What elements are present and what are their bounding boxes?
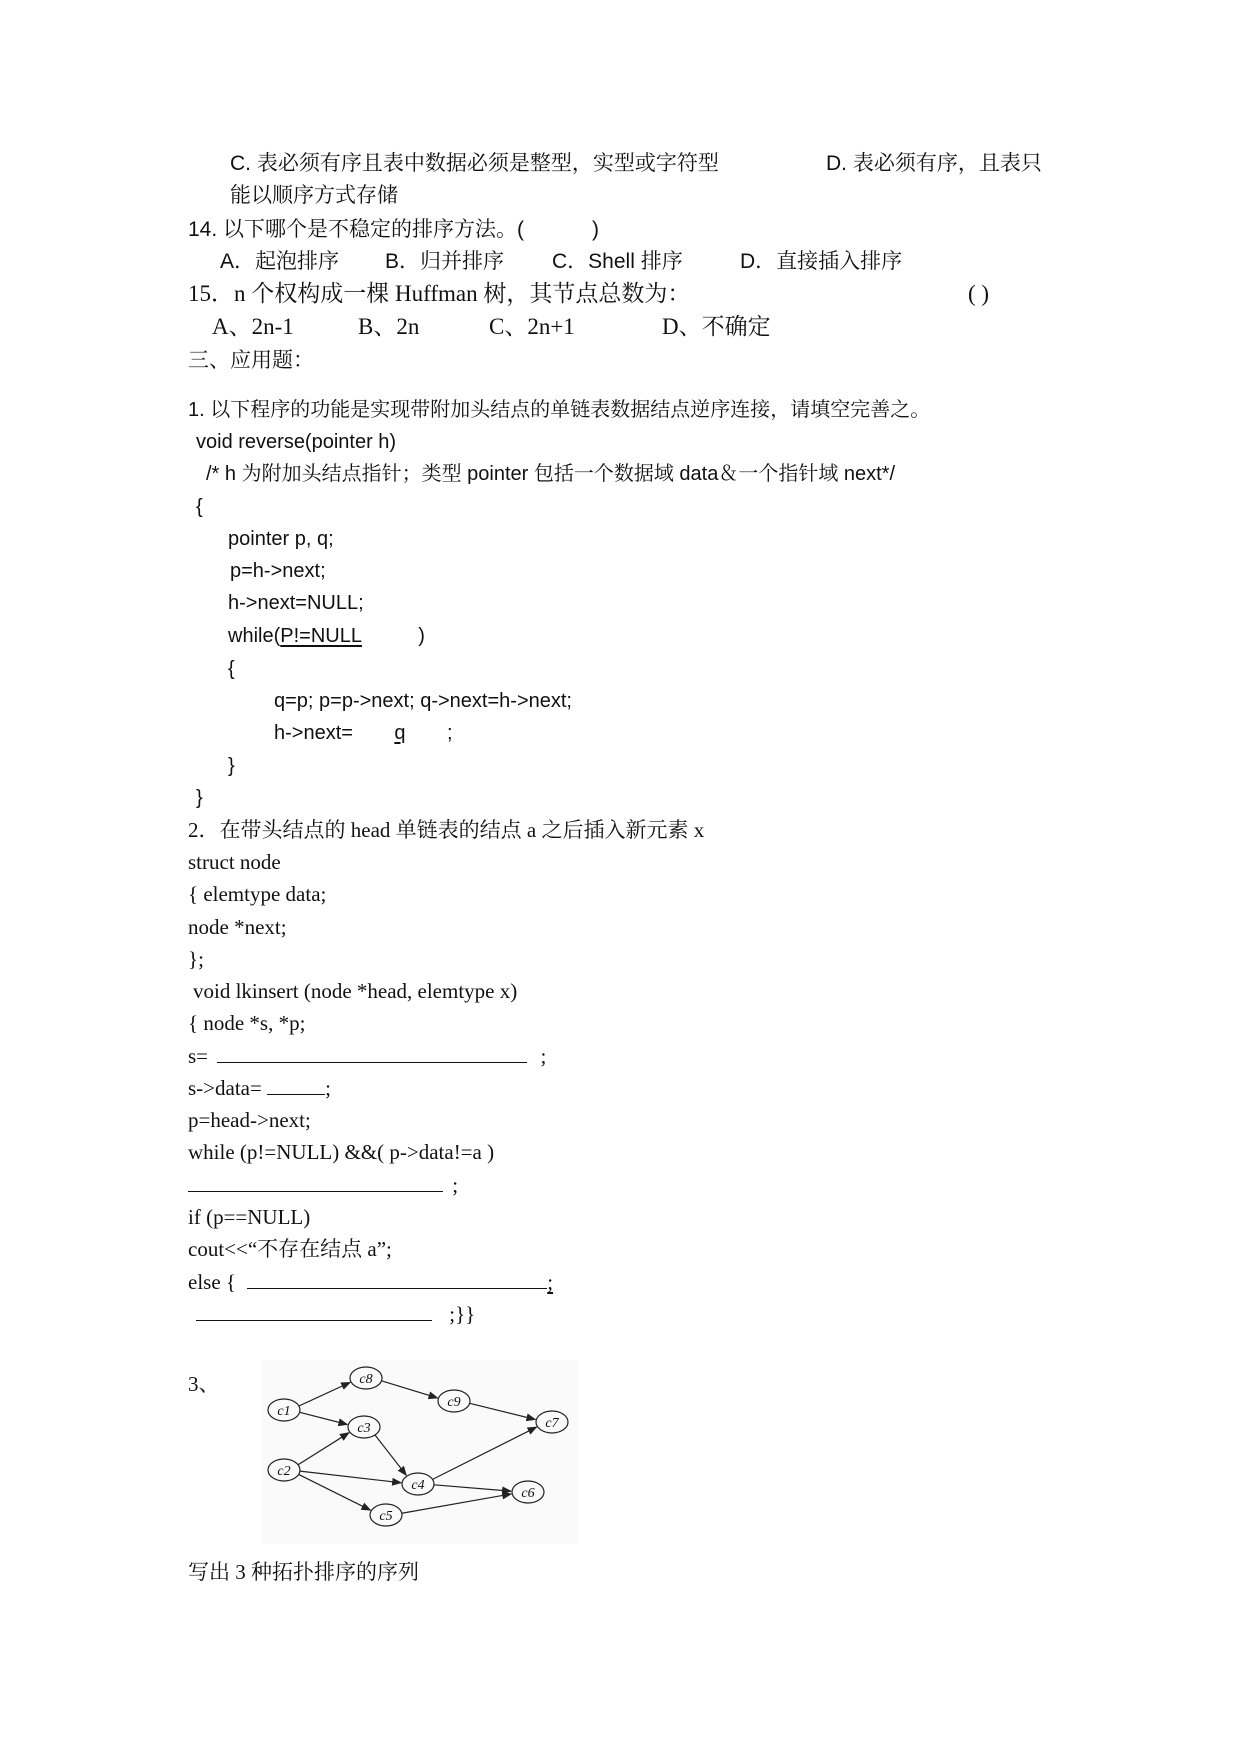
q15-option-a: A、2n-1 bbox=[212, 314, 294, 339]
q15-option-b: B、2n bbox=[358, 314, 420, 339]
app2-data-assign-prefix: s->data= bbox=[188, 1076, 262, 1100]
app1-code-line: void reverse(pointer h) bbox=[196, 431, 397, 453]
q13-option-d: D. 表必须有序，且表只 bbox=[826, 152, 1042, 175]
app1-assign-suffix: ; bbox=[446, 722, 453, 744]
dag-node-label: c4 bbox=[411, 1478, 425, 1493]
dag-background bbox=[262, 1360, 578, 1544]
q14-option-b: B．归并排序 bbox=[385, 250, 505, 273]
app2-while-line: while (p!=NULL) &&( p->data!=a ) bbox=[188, 1140, 495, 1164]
app2-loop-body-blank[interactable] bbox=[188, 1171, 443, 1192]
app2-last-blank[interactable] bbox=[196, 1300, 432, 1321]
dag-node-c6 bbox=[512, 1481, 544, 1503]
app2-if-line: if (p==NULL) bbox=[188, 1205, 311, 1229]
app1-while-suffix: ) bbox=[418, 625, 425, 647]
app2-code-line: void lkinsert (node *head, elemtype x) bbox=[193, 979, 518, 1003]
app3-question: 写出 3 种拓扑排序的序列 bbox=[188, 1560, 419, 1584]
dag-node-c2 bbox=[268, 1459, 300, 1481]
q15-option-d: D、不确定 bbox=[662, 314, 771, 339]
app1-assign-prefix: h->next= bbox=[274, 722, 353, 744]
app2-code-line: node *next; bbox=[188, 915, 287, 939]
app2-code-line: { elemtype data; bbox=[188, 882, 327, 906]
dag-node-c8 bbox=[350, 1367, 382, 1389]
dag-node-c5 bbox=[370, 1504, 402, 1526]
app1-close-outer: } bbox=[196, 787, 203, 809]
dag-node-label: c9 bbox=[447, 1395, 461, 1410]
q14-option-d: D．直接插入排序 bbox=[740, 250, 903, 273]
app1-close-inner: } bbox=[228, 755, 235, 777]
dag-node-label: c5 bbox=[379, 1509, 393, 1524]
app2-else-blank[interactable] bbox=[247, 1268, 547, 1289]
app2-cout-line: cout<<“不存在结点 a”; bbox=[188, 1237, 392, 1261]
app2-stem: 2．在带头结点的 head 单链表的结点 a 之后插入新元素 x bbox=[188, 818, 705, 842]
dag-node-label: c1 bbox=[277, 1404, 291, 1419]
q14-option-a: A．起泡排序 bbox=[220, 250, 340, 273]
app2-else-suffix: ; bbox=[547, 1270, 554, 1294]
app2-s-assign-prefix: s= bbox=[188, 1044, 209, 1068]
q14-option-c: C．Shell 排序 bbox=[552, 250, 683, 273]
app1-while-answer: P!=NULL bbox=[280, 625, 362, 647]
app1-assign-answer: q bbox=[394, 722, 406, 744]
app1-code-comment: /* h 为附加头结点指针；类型 pointer 包括一个数据域 data＆一个指针域 next*/ bbox=[206, 463, 896, 485]
app2-loop-body-line bbox=[188, 1171, 458, 1199]
app2-s-assign-blank[interactable] bbox=[217, 1042, 527, 1063]
app2-code-line: }; bbox=[188, 947, 204, 971]
section-title: 三、应用题： bbox=[188, 348, 314, 372]
dag-node-c1 bbox=[268, 1399, 300, 1421]
dag-node-c3 bbox=[348, 1416, 380, 1438]
app2-last-line bbox=[196, 1300, 475, 1328]
dag-node-c4 bbox=[402, 1473, 434, 1495]
dag-node-label: c2 bbox=[277, 1464, 291, 1479]
app1-while-line bbox=[228, 622, 425, 650]
app2-s-assign-line bbox=[188, 1042, 546, 1070]
app2-data-assign-blank[interactable] bbox=[267, 1074, 325, 1095]
app1-body-line: q=p; p=p->next; q->next=h->next; bbox=[274, 690, 572, 712]
app1-code-line: { bbox=[196, 496, 203, 518]
dag-node-label: c7 bbox=[545, 1416, 559, 1431]
app1-open-brace: { bbox=[228, 658, 235, 680]
q13-option-c: C. 表必须有序且表中数据必须是整型，实型或字符型 bbox=[230, 152, 719, 175]
app1-code-line: pointer p, q; bbox=[228, 528, 334, 550]
q15-answer-paren: ( ) bbox=[968, 281, 990, 306]
app1-code-line: h->next=NULL; bbox=[228, 592, 364, 614]
dag-node-label: c6 bbox=[521, 1486, 535, 1501]
q14-stem: 14. 以下哪个是不稳定的排序方法。( bbox=[188, 218, 525, 241]
app2-code-line: { node *s, *p; bbox=[188, 1011, 306, 1035]
app2-p-assign: p=head->next; bbox=[188, 1108, 311, 1132]
app2-code-line: struct node bbox=[188, 850, 281, 874]
q15-option-c: C、2n+1 bbox=[489, 314, 575, 339]
dag-node-c7 bbox=[536, 1411, 568, 1433]
app1-stem: 1. 以下程序的功能是实现带附加头结点的单链表数据结点逆序连接，请填空完善之。 bbox=[188, 399, 931, 421]
q13-option-d-continuation: 能以顺序方式存储 bbox=[230, 184, 398, 207]
dag-node-label: c3 bbox=[357, 1421, 371, 1436]
dag-node-c9 bbox=[438, 1390, 470, 1412]
app1-while-prefix: while( bbox=[228, 625, 281, 647]
q15-stem: 15．n 个权构成一棵 Huffman 树，其节点总数为： bbox=[188, 281, 691, 306]
dag-diagram bbox=[262, 1360, 578, 1544]
app2-data-assign-line bbox=[188, 1074, 331, 1102]
app2-s-assign-suffix: ; bbox=[540, 1044, 547, 1068]
app2-last-suffix: ;}} bbox=[449, 1302, 476, 1326]
app1-assign-line bbox=[274, 719, 453, 747]
app2-data-assign-suffix: ; bbox=[325, 1076, 331, 1100]
app2-loop-body-suffix: ; bbox=[452, 1173, 459, 1197]
app2-else-prefix: else { bbox=[188, 1270, 236, 1294]
app2-else-line bbox=[188, 1268, 553, 1296]
q14-stem-close: ) bbox=[592, 218, 599, 241]
app1-code-line: p=h->next; bbox=[230, 560, 326, 582]
dag-node-label: c8 bbox=[359, 1372, 373, 1387]
app3-label: 3、 bbox=[188, 1372, 220, 1396]
